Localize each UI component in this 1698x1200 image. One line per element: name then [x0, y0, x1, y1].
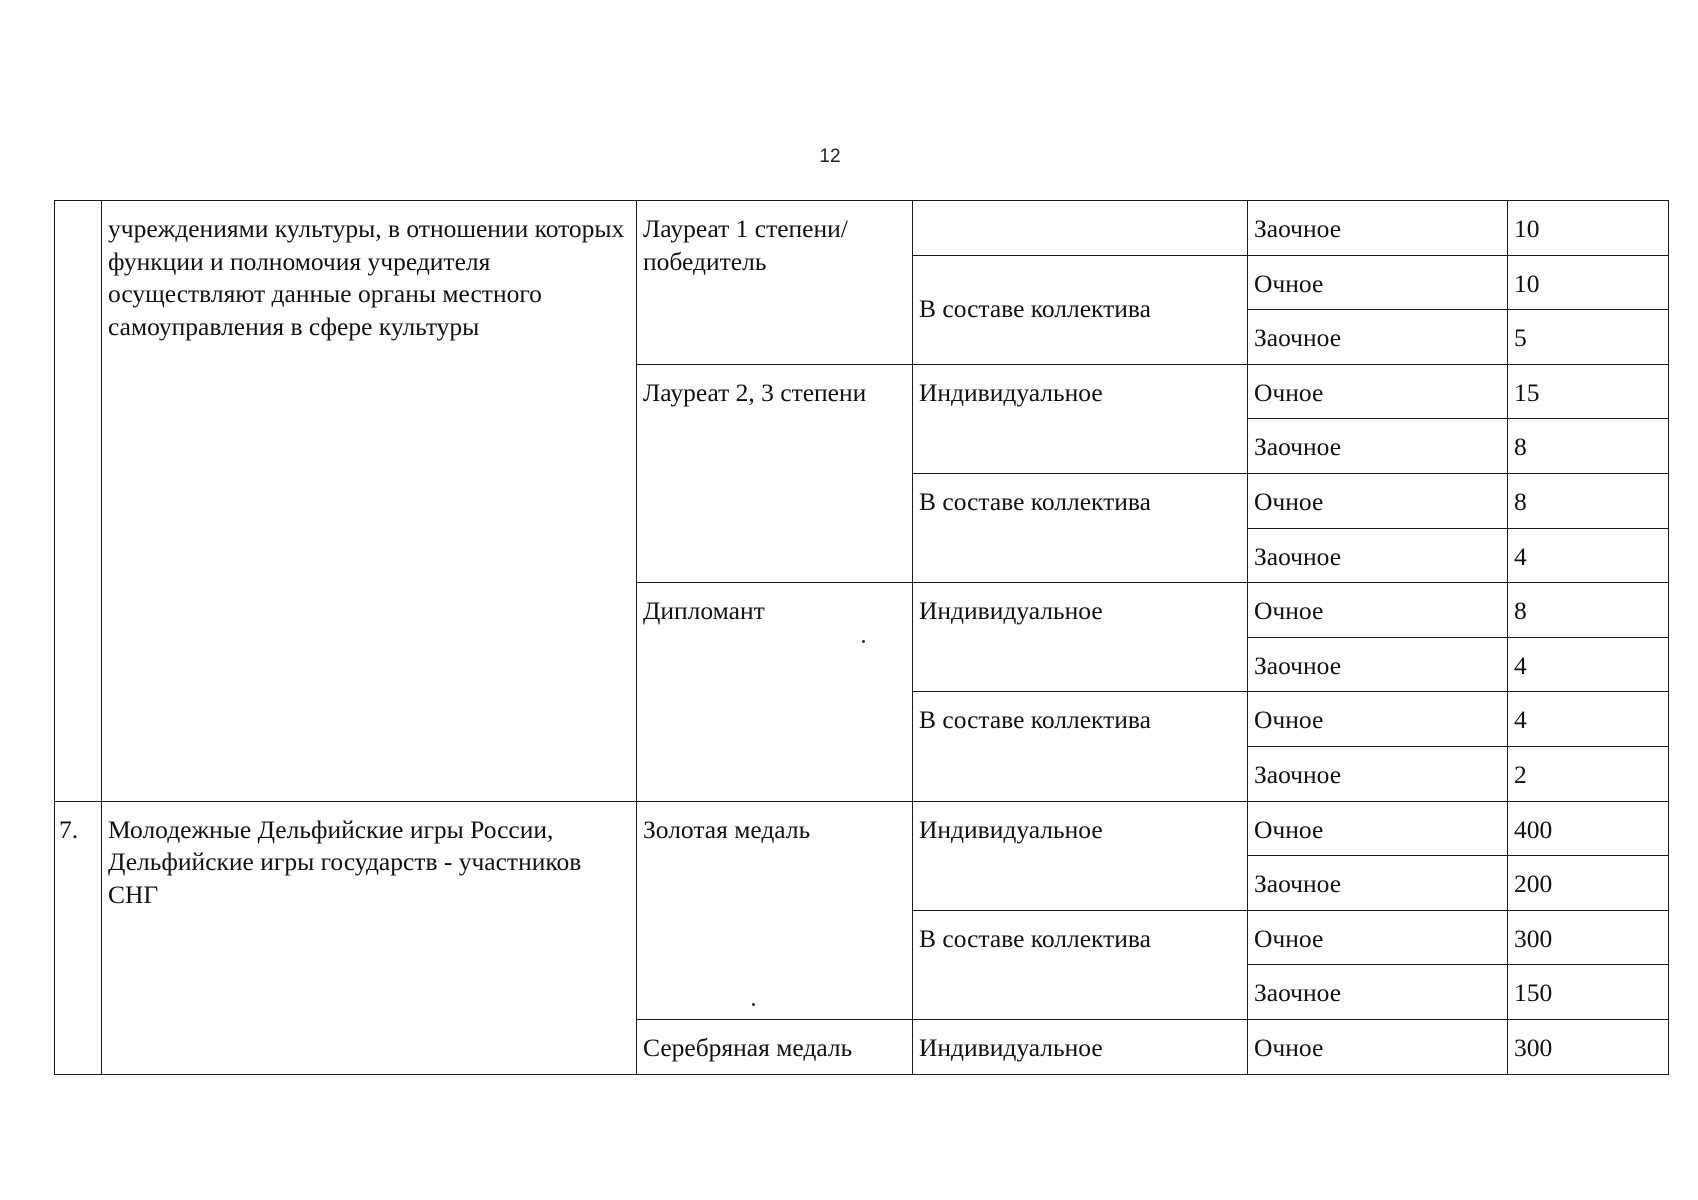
participation-form-cell: Заочное — [1248, 419, 1508, 474]
participation-form-cell: Заочное — [1248, 746, 1508, 801]
competition-name-cell: Молодежные Дельфийские игры России, Дельфийские игры государств - участников СНГ — [102, 801, 637, 1074]
participation-type-cell: В составе коллектива — [913, 910, 1248, 1019]
participation-form-cell: Заочное — [1248, 201, 1508, 256]
participation-form-cell: Очное — [1248, 255, 1508, 310]
participation-type-cell: В составе коллектива — [913, 255, 1248, 364]
row-number-cell: 7. — [55, 801, 102, 1074]
points-cell: 15 — [1508, 364, 1669, 419]
result-cell: Лауреат 2, 3 степени — [637, 364, 913, 582]
participation-form-cell: Заочное — [1248, 528, 1508, 583]
result-cell: Золотая медаль — [637, 801, 913, 1019]
participation-form-cell: Заочное — [1248, 856, 1508, 911]
table-row — [55, 201, 1669, 256]
points-cell: 200 — [1508, 856, 1669, 911]
points-cell: 10 — [1508, 201, 1669, 256]
participation-form-cell: Заочное — [1248, 965, 1508, 1020]
points-cell: 400 — [1508, 801, 1669, 856]
participation-form-cell: Очное — [1248, 473, 1508, 528]
points-cell: 8 — [1508, 473, 1669, 528]
participation-form-cell: Очное — [1248, 583, 1508, 638]
participation-form-cell: Заочное — [1248, 310, 1508, 365]
participation-type-cell: В составе коллектива — [913, 692, 1248, 801]
points-cell: 300 — [1508, 1019, 1669, 1074]
awards-table — [54, 200, 1669, 1075]
participation-form-cell: Очное — [1248, 910, 1508, 965]
participation-type-cell: В составе коллектива — [913, 473, 1248, 582]
participation-form-cell: Очное — [1248, 692, 1508, 747]
points-cell: 4 — [1508, 637, 1669, 692]
participation-form-cell: Заочное — [1248, 637, 1508, 692]
table-row — [55, 801, 1669, 856]
participation-form-cell: Очное — [1248, 364, 1508, 419]
competition-name-cell: учреждениями культуры, в отношении которых функции и полномочия учредителя осуществляют данные органы местного самоуправления в сфере культуры — [102, 201, 637, 802]
participation-form-cell: Очное — [1248, 801, 1508, 856]
participation-type-cell: Индивидуальное — [913, 583, 1248, 692]
participation-form-cell: Очное — [1248, 1019, 1508, 1074]
points-cell: 10 — [1508, 255, 1669, 310]
result-cell: Серебряная медаль — [637, 1019, 913, 1074]
points-cell: 2 — [1508, 746, 1669, 801]
points-cell: 8 — [1508, 583, 1669, 638]
participation-type-cell: Индивидуальное — [913, 1019, 1248, 1074]
result-cell: Дипломант — [637, 583, 913, 801]
row-number-cell — [55, 201, 102, 802]
result-cell: Лауреат 1 степени/победитель — [637, 201, 913, 365]
points-cell: 5 — [1508, 310, 1669, 365]
page-number: 12 — [819, 146, 841, 167]
points-cell: 8 — [1508, 419, 1669, 474]
points-cell: 4 — [1508, 692, 1669, 747]
participation-type-cell: Индивидуальное — [913, 364, 1248, 473]
points-cell: 300 — [1508, 910, 1669, 965]
points-cell: 150 — [1508, 965, 1669, 1020]
scan-speck — [752, 1003, 755, 1006]
scan-speck — [862, 640, 865, 643]
participation-type-cell — [913, 201, 1248, 256]
participation-type-cell: Индивидуальное — [913, 801, 1248, 910]
points-cell: 4 — [1508, 528, 1669, 583]
